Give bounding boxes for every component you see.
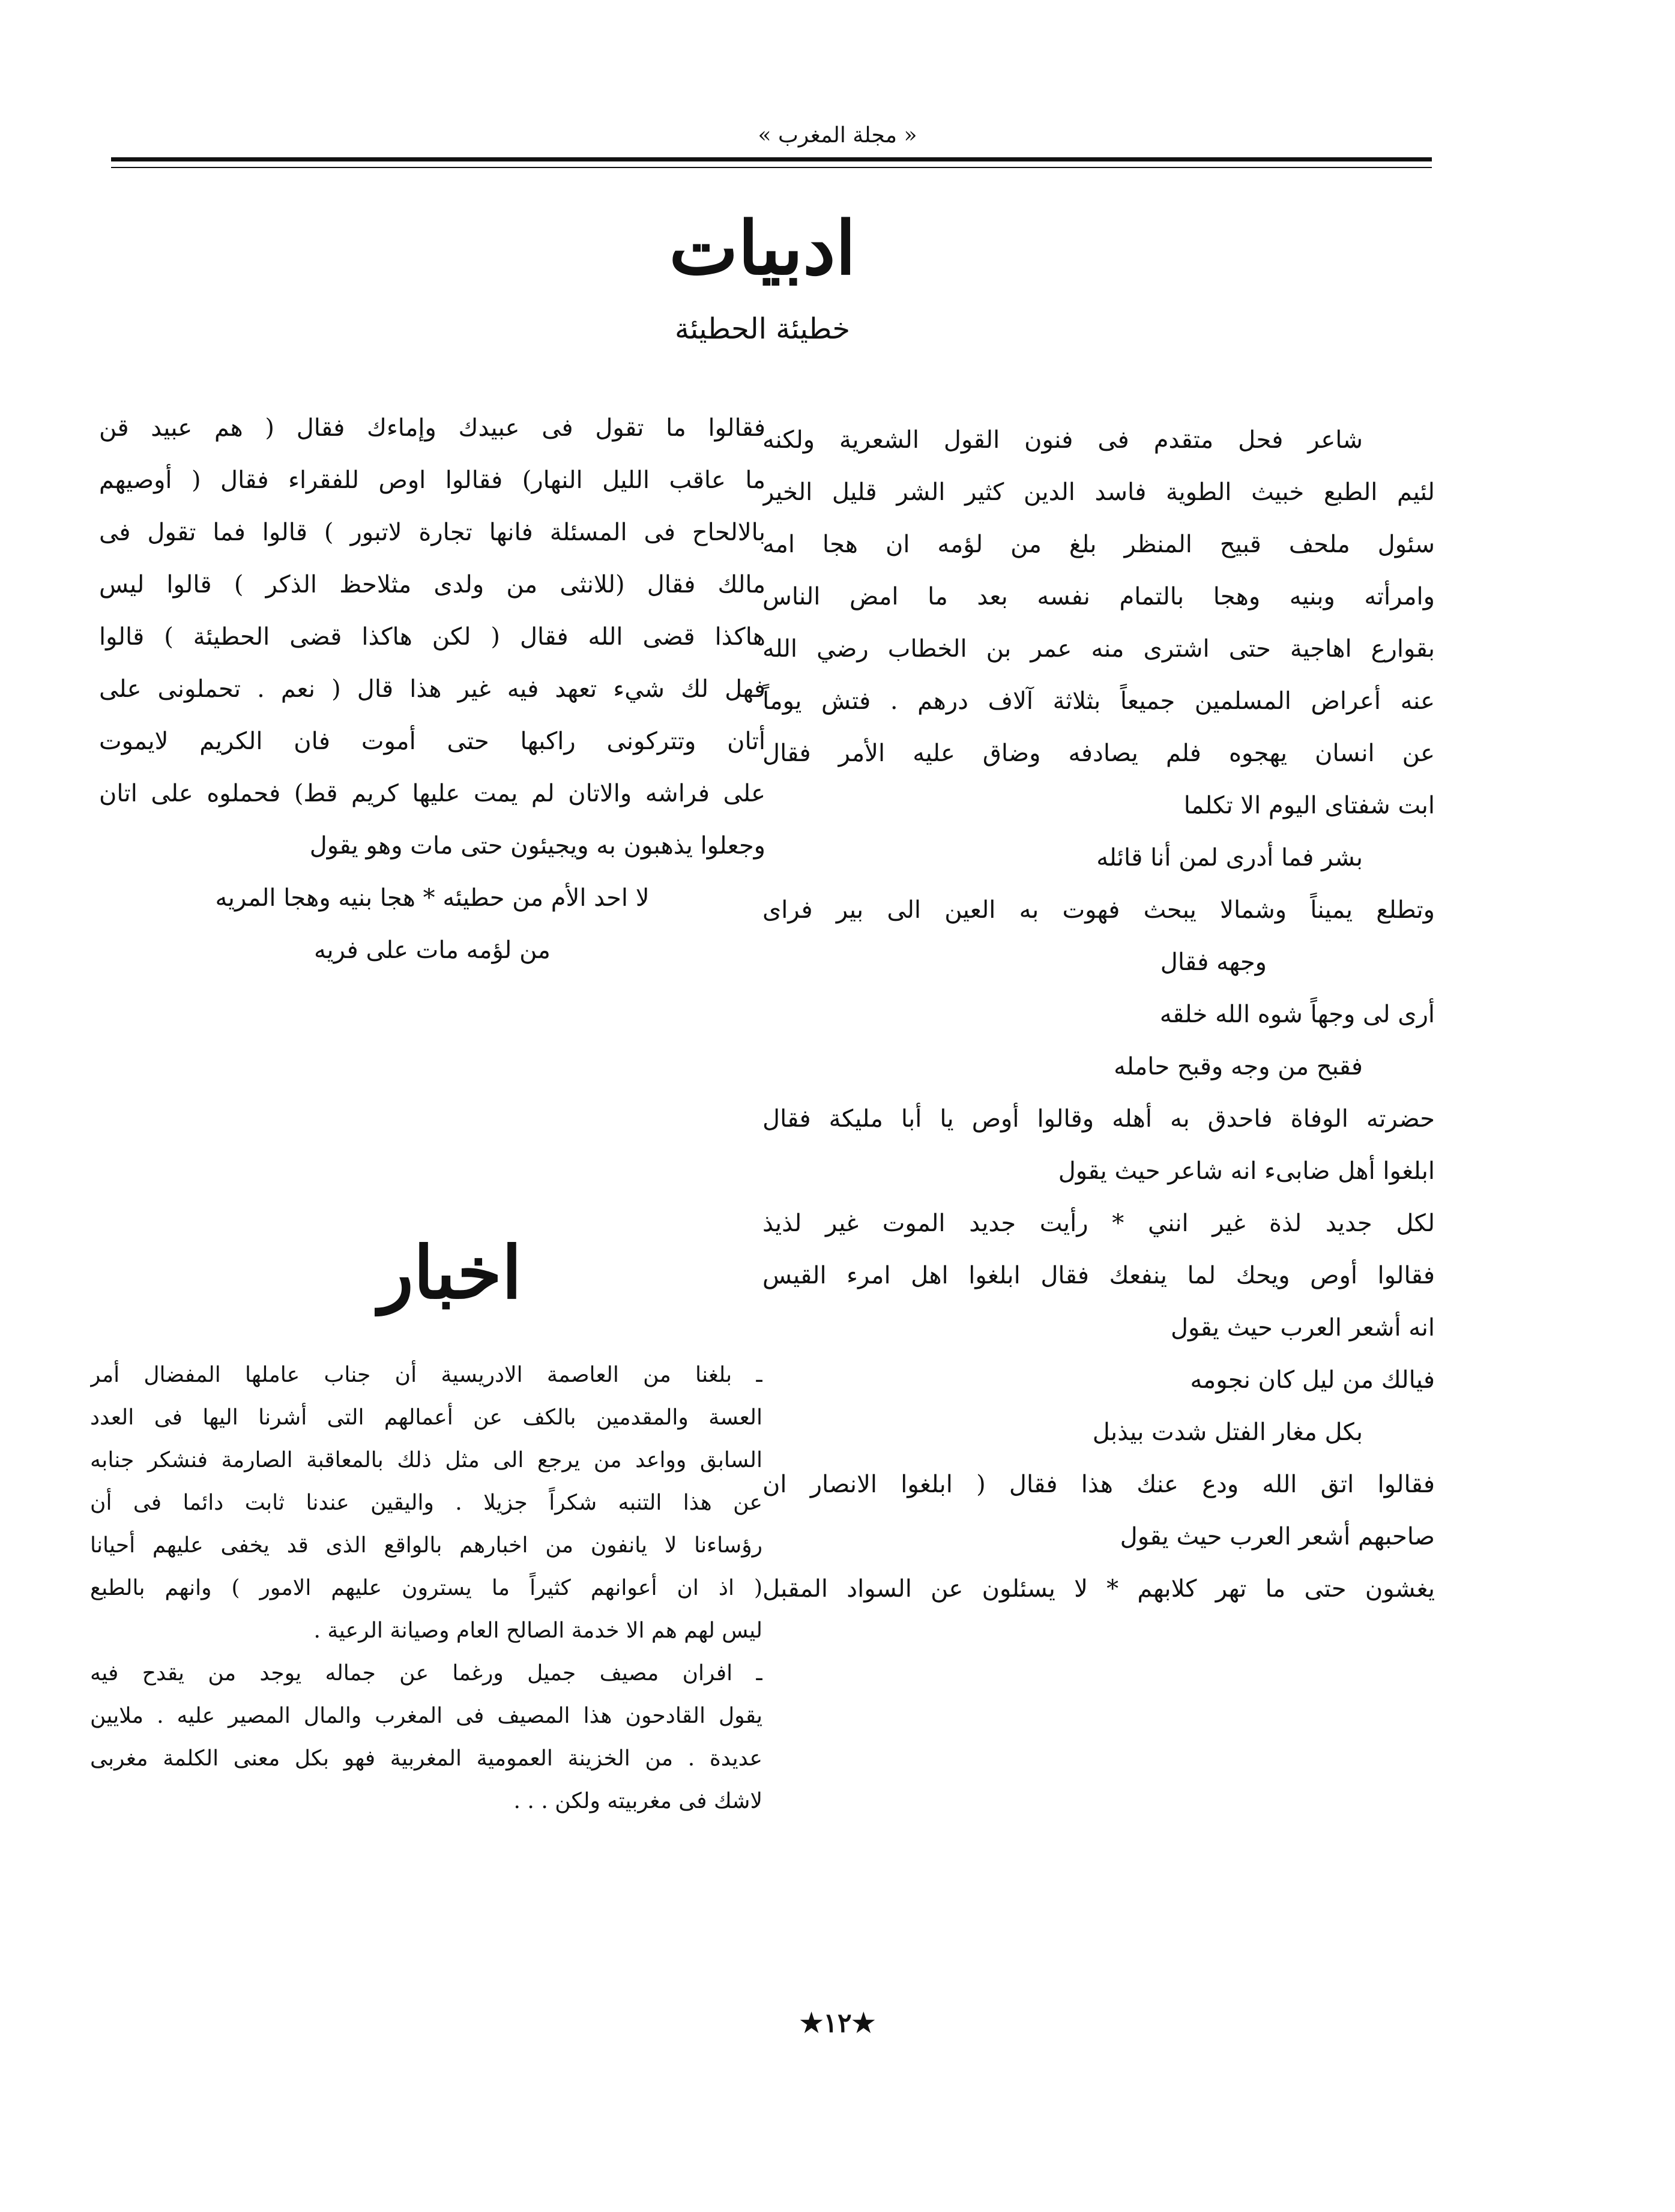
text-line: بقوارع اهاجية حتى اشترى منه عمر بن الخطاب رضي الله — [762, 635, 1435, 663]
news-line: ( اذ ان أعوانهم كثيراً ما يسترون عليهم الامور ) وانهم بالطبع — [90, 1576, 762, 1600]
right-column — [762, 414, 1435, 1615]
page-number: ★١٢★ — [799, 2008, 876, 2039]
news-line: يقول القادحون هذا المصيف فى المغرب والمال المصير عليه . ملايين — [90, 1704, 762, 1728]
text-line: وامرأته وبنيه وهجا بالتمام نفسه بعد ما امض الناس — [762, 583, 1435, 610]
text-line: فقالوا أوص ويحك لما ينفعك فقال ابلغوا اهل امرء القيس — [762, 1262, 1435, 1289]
verse-line: بشر فما أدرى لمن أنا قائله — [1096, 844, 1363, 872]
text-line: حضرته الوفاة فاحدق به أهله وقالوا أوص يا أبا مليكة فقال — [762, 1105, 1435, 1133]
news-line: ليس لهم هم الا خدمة الصالح العام وصيانة الرعية . — [313, 1618, 762, 1643]
verse-line: فقبح من وجه وقبح حامله — [1114, 1053, 1363, 1080]
text-line: ما عاقب الليل النهار) فقالوا اوص للفقراء فقال ( أوصيهم — [99, 466, 765, 494]
news-line: عديدة . من الخزينة العمومية المغربية فهو بكل معنى الكلمة مغربى — [90, 1746, 762, 1771]
verse-line: فيالك من ليل كان نجومه — [1190, 1366, 1435, 1394]
text-line: صاحبهم أشعر العرب حيث يقول — [1120, 1523, 1435, 1551]
text-line: ابلغوا أهل ضابىء انه شاعر حيث يقول — [1058, 1157, 1435, 1185]
article-subtitle: خطيئة الحطيئة — [674, 312, 851, 346]
text-line: عن انسان يهجوه فلم يصادفه وضاق عليه الأمر فقال — [762, 740, 1435, 767]
section-title-news: اخبار — [378, 1231, 522, 1315]
verse-line: لا احد الأم من حطيئه * هجا بنيه وهجا المريه — [215, 884, 650, 912]
text-line: فهل لك شيء تعهد فيه غير هذا قال ( نعم . تحملونى على — [99, 675, 765, 703]
header-rule-thin — [111, 167, 1432, 168]
text-line: انه أشعر العرب حيث يقول — [1170, 1314, 1435, 1342]
verse-line: يغشون حتى ما تهر كلابهم * لا يسئلون عن السواد المقبل — [762, 1575, 1435, 1603]
news-line: العسة والمقدمين بالكف عن أعمالهم التى أشرنا اليها فى العدد — [90, 1405, 762, 1430]
text-line: بالالحاح فى المسئلة فانها تجارة لاتبور ) قالوا فما تقول فى — [99, 519, 765, 546]
news-line: رؤساءنا لا يانفون من اخبارهم بالواقع الذى قد يخفى عليهم أحيانا — [90, 1533, 762, 1558]
text-line: سئول ملحف قبيح المنظر بلغ من لؤمه ان هجا امه — [762, 531, 1435, 558]
header-rule — [111, 157, 1432, 161]
text-line: لئيم الطبع خبيث الطوية فاسد الدين كثير الشر قليل الخير — [762, 478, 1435, 506]
news-line: لاشك فى مغربيته ولكن . . . — [513, 1789, 762, 1813]
left-column — [99, 402, 765, 977]
news-line: السابق وواعد من يرجع الى مثل ذلك بالمعاقبة الصارمة فنشكر جنابه — [90, 1448, 762, 1472]
verse-line: لكل جديد لذة غير انني * رأيت جديد الموت غير لذيذ — [762, 1210, 1435, 1237]
verse-line: ابت شفتاى اليوم الا تكلما — [1183, 792, 1435, 819]
text-line: أتان وتتركونى راكبها حتى أموت فان الكريم لايموت — [99, 728, 765, 755]
text-line: مالك فقال (للانثى من ولدى مثلاحظ الذكر ) قالوا ليس — [99, 571, 765, 598]
running-head: « مجلة المغرب » — [758, 123, 917, 148]
section-title-literature: ادبيات — [669, 205, 856, 291]
text-line: هاكذا قضى الله فقال ( لكن هاكذا قضى الحطيئة ) قالوا — [99, 623, 765, 651]
text-line: فقالوا اتق الله ودع عنك هذا فقال ( ابلغوا الانصار ان — [762, 1471, 1435, 1498]
text-line: وجعلوا يذهبون به ويجيئون حتى مات وهو يقول — [309, 832, 765, 860]
verse-line: من لؤمه مات على فريه — [314, 936, 551, 964]
text-line: فقالوا ما تقول فى عبيدك وإماءك فقال ( هم عبيد قن — [99, 414, 765, 442]
text-line: على فراشه والاتان لم يمت عليها كريم قط) فحملوه على اتان — [99, 780, 765, 807]
news-line: ـ بلغنا من العاصمة الادريسية أن جناب عاملها المفضال أمر — [90, 1363, 762, 1387]
news-line: ـ افران مصيف جميل ورغما عن جماله يوجد من يقدح فيه — [90, 1661, 762, 1686]
news-column — [90, 1354, 762, 1822]
text-line: عنه أعراض المسلمين جميعاً بثلاثة آلاف درهم . فتش يوماً — [762, 687, 1435, 715]
news-line: عن هذا التنبه شكراً جزيلا . واليقين عندنا ثابت دائما فى أن — [90, 1490, 762, 1515]
text-line: وتطلع يميناً وشمالا يبحث فهوت به العين الى بير فراى — [762, 896, 1435, 924]
verse-line: بكل مغار الفتل شدت بيذبل — [1092, 1418, 1363, 1446]
text-line: وجهه فقال — [1160, 948, 1267, 976]
text-line: شاعر فحل متقدم فى فنون القول الشعرية ولكنه — [762, 426, 1363, 454]
verse-line: أرى لى وجهاً شوه الله خلقه — [1159, 1001, 1435, 1028]
